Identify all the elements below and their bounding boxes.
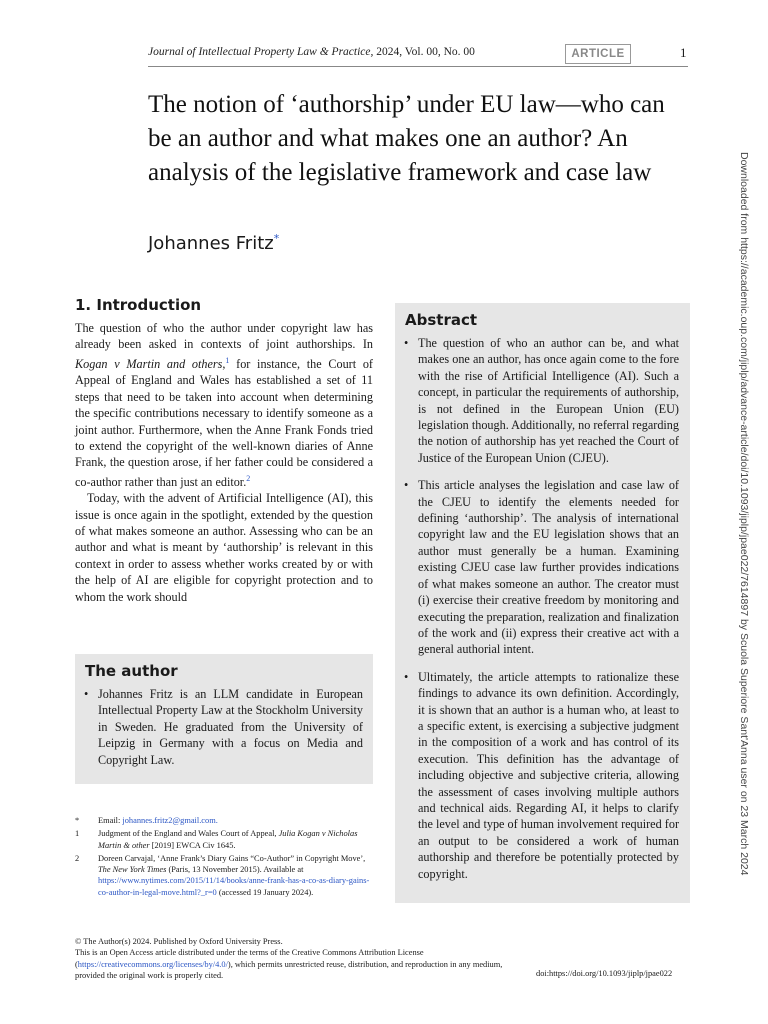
footnote-mark: * [75,816,80,825]
intro-text: The question of who the author under copyright law has already been asked in contexts of joint authorships. In [75,321,373,352]
copyright-notice [75,936,515,982]
journal-citation [148,46,475,58]
abstract-heading: Abstract [405,311,478,329]
download-note: Downloaded from https://academic.oup.com/jiplp/advance-article/doi/10.1093/jiplp/jpae022/7614897 by Scuola Superiore Sant'Anna user on 23 March 2024 [738,152,750,876]
case-name: Kogan v Martin and others [75,356,223,371]
page-number: 1 [680,45,687,60]
email-link[interactable]: johannes.fritz2@gmail.com. [122,816,218,825]
abstract-bullet: • This article analyses the legislation and case law of the CJEU to identify the elements needed for defining ‘authorship’. The analysis of international copyright law and the EU legislation shows that an author must generally be a human. Examining existing CJEU case law further provides indications of what makes someone an author. The creator must (i) exercise their creative freedom by monitoring and executing the preparation, realization and finalization of the work and (ii) express their creative act with a general authorial intent. [403,477,679,657]
footnote-text: [2019] EWCA Civ 1645. [149,840,236,850]
abstract-box [395,303,690,903]
footnote-mark: 2 [75,853,80,863]
license-link[interactable]: https://creativecommons.org/licenses/by/4.0/ [77,959,228,969]
abstract-bullet: • The question of who an author can be, and what makes one an author, has once again come to the fore with the rise of Artificial Intelligence (AI). Such a concept, in particular the requirements of authorship, is not defined in the European Union (EU) legislation though. Additionally, no referral regarding the notion of authorship has yet reached the Court of Justice of the European Union (CJEU). [403,335,679,466]
footnote-case: Julia Kogan v Nicholas Martin & other [98,829,358,850]
header-rule [148,66,688,67]
introduction-body [75,320,373,605]
intro-text: for instance, the Court of Appeal of England and Wales has established a set of 11 steps that need to be taken into account when determining the specific contributions necessary to identify someone as a joint author. Furthermore, when the Anne Frank Fonds tried to extend the copyright of the well-known diaries of Anne Frank, the question arose, if her father could be considered a co-author rather than just an editor. [75,356,373,489]
footnote-2 [75,853,375,898]
author-name: Johannes Fritz [148,233,274,254]
license-text-b: ), which permits unrestricted reuse, distribution, and reproduction in any medium, provided the original work is properly cited. [75,959,503,981]
license-text [75,947,515,981]
author-box-heading: The author [85,662,178,680]
email-label: Email: [98,816,123,825]
article-type-badge: ARTICLE [565,44,631,64]
footnote-text: (accessed 19 January 2024). [216,887,314,897]
footnote-paper: The New York Times [98,865,167,875]
author-footnote-mark[interactable]: * [273,232,280,245]
footnote-star [75,815,375,826]
journal-name: Journal of Intellectual Property Law & Practice, [148,46,374,58]
license-text-a: This is an Open Access article distributed under the terms of the Creative Commons Attribution License ( [75,948,424,969]
author-byline [148,232,279,254]
intro-paragraph-2: Today, with the advent of Artificial Intelligence (AI), this issue is once again in the spotlight, extended by the question of what makes someone an author. Assessing who can be an author and what is meant by ‘authorship’ is relevant in this context in order to assess whether works created by or with the help of AI are eligible for copyright protection and to whom the work should [75,491,373,604]
footnote-ref-1[interactable]: 1 [225,355,230,365]
author-info-box [75,654,373,784]
author-bio: • Johannes Fritz is an LLM candidate in European Intellectual Property Law at the Stockholm University in Sweden. He graduated from the University of Leipzig in Germany with a focus on Media and Copyright Law. [83,686,363,768]
footnote-1 [75,828,375,851]
footnote-text: Judgment of the England and Wales Court of Appeal, [98,829,279,839]
footnotes [75,815,375,900]
article-title: The notion of ‘authorship’ under EU law—who can be an author and what makes one an author? An analysis of the legislative framework and case law [148,91,665,186]
footnote-text: (Paris, 13 November 2015). Available at [166,865,304,875]
section-heading-introduction: 1. Introduction [75,296,202,314]
nytimes-link[interactable]: https://www.nytimes.com/2015/11/14/books/anne-frank-has-a-co-as-diary-gains-co-author-in-legal-move.html?_r=0 [98,876,370,897]
footnote-ref-2[interactable]: 2 [246,473,251,483]
footnote-text: Doreen Carvajal, ‘Anne Frank’s Diary Gains “Co-Author” in Copyright Move’, [98,853,366,863]
abstract-bullet: • Ultimately, the article attempts to rationalize these findings to advance its own definition. Accordingly, it is shown that an author is a human who, at least to a specific extent, is exercising a subjective judgment in the composition of a work and has control of its execution. This definition has the advantage of including objective and subjective criteria, allowing the assessment of cases involving multiple authors and technical aids. Regarding AI, it helps to clarify the level and type of human involvement required for an output to be considered a work of human authorship and therefore be potentially protected by copyright. [403,669,679,882]
copyright-line: © The Author(s) 2024. Published by Oxford University Press. [75,937,283,946]
intro-paragraph-1: The question of who the author under copyright law has already been asked in contexts of joint authorships. In Kogan v Martin and others,$^1$ for instance, the Court of Appeal of England and Wales has established a set of 11 steps that need to be taken into account when determining the specific contributions necessary to identify someone as a joint author. Furthermore, when the Anne Frank Fonds tried to extend the copyright of the well-known diaries of Anne Frank, the question arose, if her father could be considered a co-author rather than just an editor.$^2$ [75,321,373,489]
doi[interactable]: doi:https://doi.org/10.1093/jiplp/jpae022 [536,969,673,978]
footnote-mark: 1 [75,829,80,839]
author-box-list [83,686,363,779]
abstract-list [403,335,679,893]
journal-issue: 2024, Vol. 00, No. 00 [376,46,475,58]
